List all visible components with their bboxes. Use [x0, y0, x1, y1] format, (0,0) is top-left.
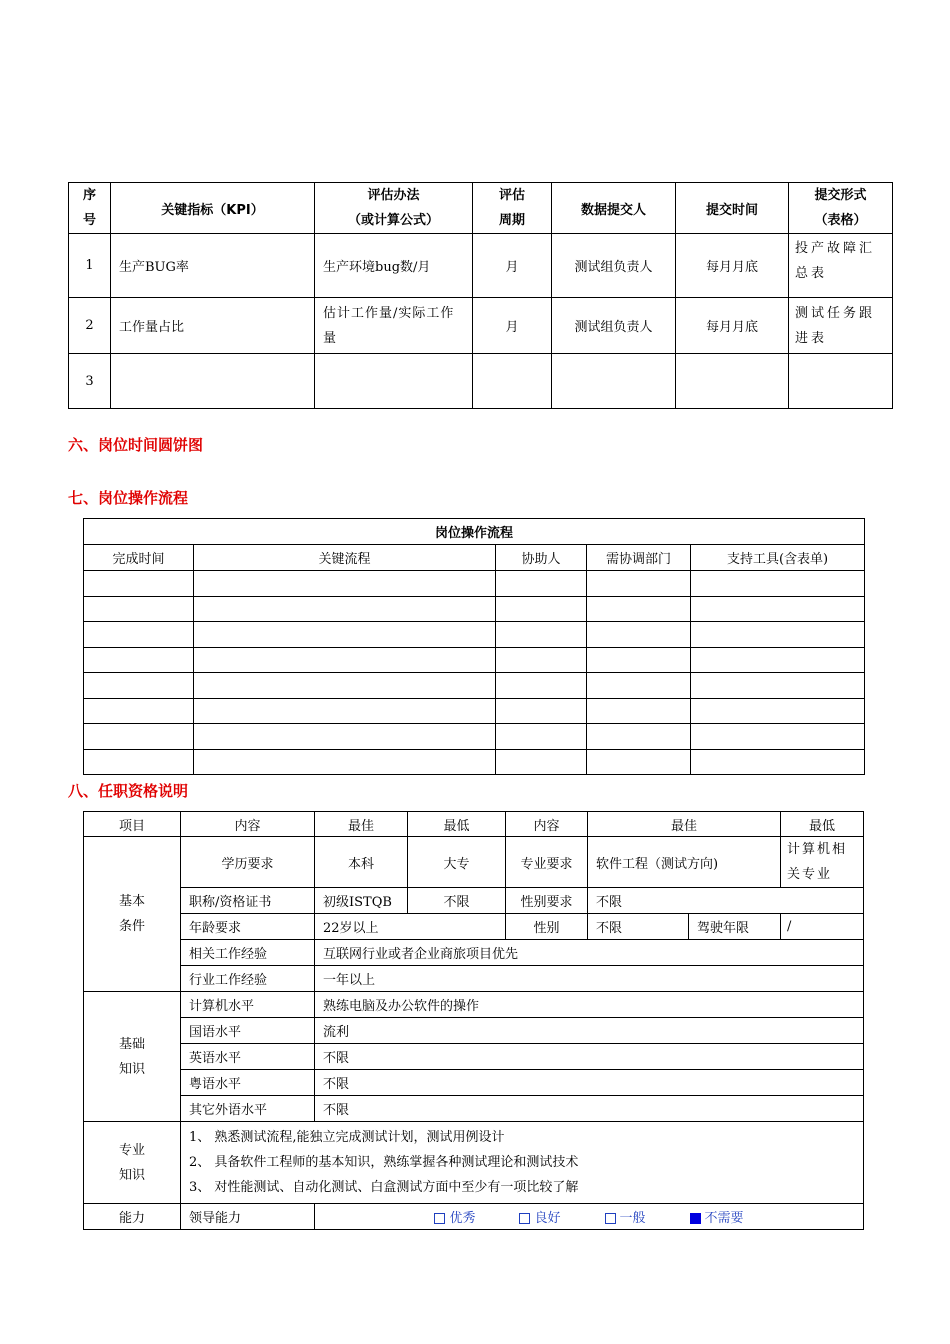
section8-title: 八、任职资格说明: [68, 782, 189, 800]
process-row: [84, 647, 865, 673]
kpi-header-submitter: 数据提交人: [552, 183, 676, 234]
qual-row-english: [84, 1044, 864, 1070]
edu-label: 学历要求: [181, 837, 315, 888]
kpi-form: [789, 354, 893, 409]
kpi-row: [69, 298, 893, 354]
gender-req-value: 不限: [588, 888, 864, 914]
qual-row-computer: [84, 992, 864, 1018]
edu-best: 本科: [315, 837, 408, 888]
kpi-name: 工作量占比: [111, 298, 315, 354]
qualification-table: [83, 811, 864, 1230]
leadership-label: 领导能力: [181, 1204, 315, 1230]
process-col-tools: 支持工具(含表单): [691, 545, 865, 571]
kpi-header-period: 评估 周期: [473, 183, 552, 234]
gender-value: 不限: [588, 914, 689, 940]
checkbox-checked-icon: [690, 1213, 701, 1224]
qual-row-edu: [84, 837, 864, 888]
kpi-submitter: [552, 354, 676, 409]
kpi-name: [111, 354, 315, 409]
cantonese-value: 不限: [315, 1070, 864, 1096]
cert-label: 职称/资格证书: [181, 888, 315, 914]
ability-label: 能力: [84, 1204, 181, 1230]
related-exp-value: 互联网行业或者企业商旅项目优先: [315, 940, 864, 966]
kpi-period: [473, 354, 552, 409]
professional-knowledge-label: 专业 知识: [84, 1122, 181, 1204]
mandarin-value: 流利: [315, 1018, 864, 1044]
driving-value: /: [781, 914, 864, 940]
kpi-header-method: 评估办法 （或计算公式）: [315, 183, 473, 234]
qual-header-best: 最佳: [315, 812, 408, 837]
qual-row-ability: [84, 1204, 864, 1230]
qual-row-other-lang: [84, 1096, 864, 1122]
process-col-helper: 协助人: [496, 545, 587, 571]
process-col-time: 完成时间: [84, 545, 194, 571]
related-exp-label: 相关工作经验: [181, 940, 315, 966]
process-header-row: [84, 545, 865, 571]
kpi-submitter: 测试组负责人: [552, 298, 676, 354]
process-row: [84, 698, 865, 724]
qual-row-cert: [84, 888, 864, 914]
option-excellent[interactable]: 优秀: [434, 1207, 475, 1226]
qual-header-content2: 内容: [506, 812, 588, 837]
gender-label: 性别: [506, 914, 588, 940]
section7-title: 七、岗位操作流程: [68, 489, 189, 507]
leadership-options: [315, 1204, 864, 1230]
kpi-period: 月: [473, 298, 552, 354]
qual-row-related-exp: [84, 940, 864, 966]
qual-header-best2: 最佳: [588, 812, 781, 837]
process-col-flow: 关键流程: [194, 545, 496, 571]
option-good[interactable]: 良好: [519, 1207, 560, 1226]
driving-label: 驾驶年限: [689, 914, 781, 940]
kpi-method: [315, 354, 473, 409]
qual-header-min2: 最低: [781, 812, 864, 837]
list-item: 3、 对性能测试、自动化测试、白盒测试方面中至少有一项比较了解: [189, 1180, 579, 1195]
checkbox-empty-icon: [605, 1213, 616, 1224]
kpi-header-kpi: 关键指标（KPI）: [111, 183, 315, 234]
english-label: 英语水平: [181, 1044, 315, 1070]
industry-exp-label: 行业工作经验: [181, 966, 315, 992]
process-col-dept: 需协调部门: [587, 545, 691, 571]
process-row: [84, 724, 865, 750]
qual-header-row: [84, 812, 864, 837]
kpi-seq: 1: [69, 234, 111, 298]
process-row: [84, 749, 865, 775]
process-row: [84, 596, 865, 622]
computer-value: 熟练电脑及办公软件的操作: [315, 992, 864, 1018]
process-row: [84, 571, 865, 597]
process-row: [84, 673, 865, 699]
qual-row-mandarin: [84, 1018, 864, 1044]
list-item: 2、 具备软件工程师的基本知识，熟练掌握各种测试理论和测试技术: [189, 1155, 579, 1170]
qual-row-industry-exp: [84, 966, 864, 992]
basic-conditions-label: 基本 条件: [84, 837, 181, 992]
kpi-submitter: 测试组负责人: [552, 234, 676, 298]
major-best: 软件工程（测试方向): [588, 837, 781, 888]
gender-req-label: 性别要求: [506, 888, 588, 914]
age-value: 22岁以上: [315, 914, 506, 940]
qual-header-min: 最低: [408, 812, 506, 837]
process-table-title: 岗位操作流程: [84, 519, 865, 545]
english-value: 不限: [315, 1044, 864, 1070]
kpi-method: 估计工作量/实际工作量: [315, 298, 473, 354]
kpi-table: [68, 182, 893, 409]
kpi-submit-time: 每月月底: [676, 298, 789, 354]
kpi-seq: 3: [69, 354, 111, 409]
other-lang-label: 其它外语水平: [181, 1096, 315, 1122]
basic-knowledge-label: 基础 知识: [84, 992, 181, 1122]
process-table: [83, 518, 865, 775]
option-not-needed[interactable]: 不需要: [690, 1207, 744, 1226]
qual-row-age: [84, 914, 864, 940]
kpi-seq: 2: [69, 298, 111, 354]
major-min: 计算机相关专业: [781, 837, 864, 888]
kpi-name: 生产BUG率: [111, 234, 315, 298]
qual-header-content: 内容: [181, 812, 315, 837]
cert-best: 初级ISTQB: [315, 888, 408, 914]
other-lang-value: 不限: [315, 1096, 864, 1122]
list-item: 1、 熟悉测试流程,能独立完成测试计划，测试用例设计: [189, 1130, 505, 1145]
mandarin-label: 国语水平: [181, 1018, 315, 1044]
section6-title: 六、岗位时间圆饼图: [68, 436, 204, 454]
qual-header-item: 项目: [84, 812, 181, 837]
kpi-header-submit-time: 提交时间: [676, 183, 789, 234]
qual-row-professional: [84, 1122, 864, 1204]
kpi-form: 测试任务跟进表: [789, 298, 893, 354]
kpi-submit-time: 每月月底: [676, 234, 789, 298]
industry-exp-value: 一年以上: [315, 966, 864, 992]
checkbox-empty-icon: [519, 1213, 530, 1224]
kpi-row: [69, 234, 893, 298]
professional-knowledge-list: [181, 1122, 864, 1204]
kpi-header-seq: 序 号: [69, 183, 111, 234]
edu-min: 大专: [408, 837, 506, 888]
kpi-header-row: [69, 183, 893, 234]
cantonese-label: 粤语水平: [181, 1070, 315, 1096]
option-average[interactable]: 一般: [605, 1207, 646, 1226]
qual-row-cantonese: [84, 1070, 864, 1096]
age-label: 年龄要求: [181, 914, 315, 940]
kpi-period: 月: [473, 234, 552, 298]
kpi-form: 投产故障汇总表: [789, 234, 893, 298]
kpi-row: [69, 354, 893, 409]
major-label: 专业要求: [506, 837, 588, 888]
kpi-submit-time: [676, 354, 789, 409]
process-row: [84, 622, 865, 648]
checkbox-empty-icon: [434, 1213, 445, 1224]
cert-min: 不限: [408, 888, 506, 914]
kpi-method: 生产环境bug数/月: [315, 234, 473, 298]
kpi-header-form: 提交形式 （表格）: [789, 183, 893, 234]
computer-label: 计算机水平: [181, 992, 315, 1018]
